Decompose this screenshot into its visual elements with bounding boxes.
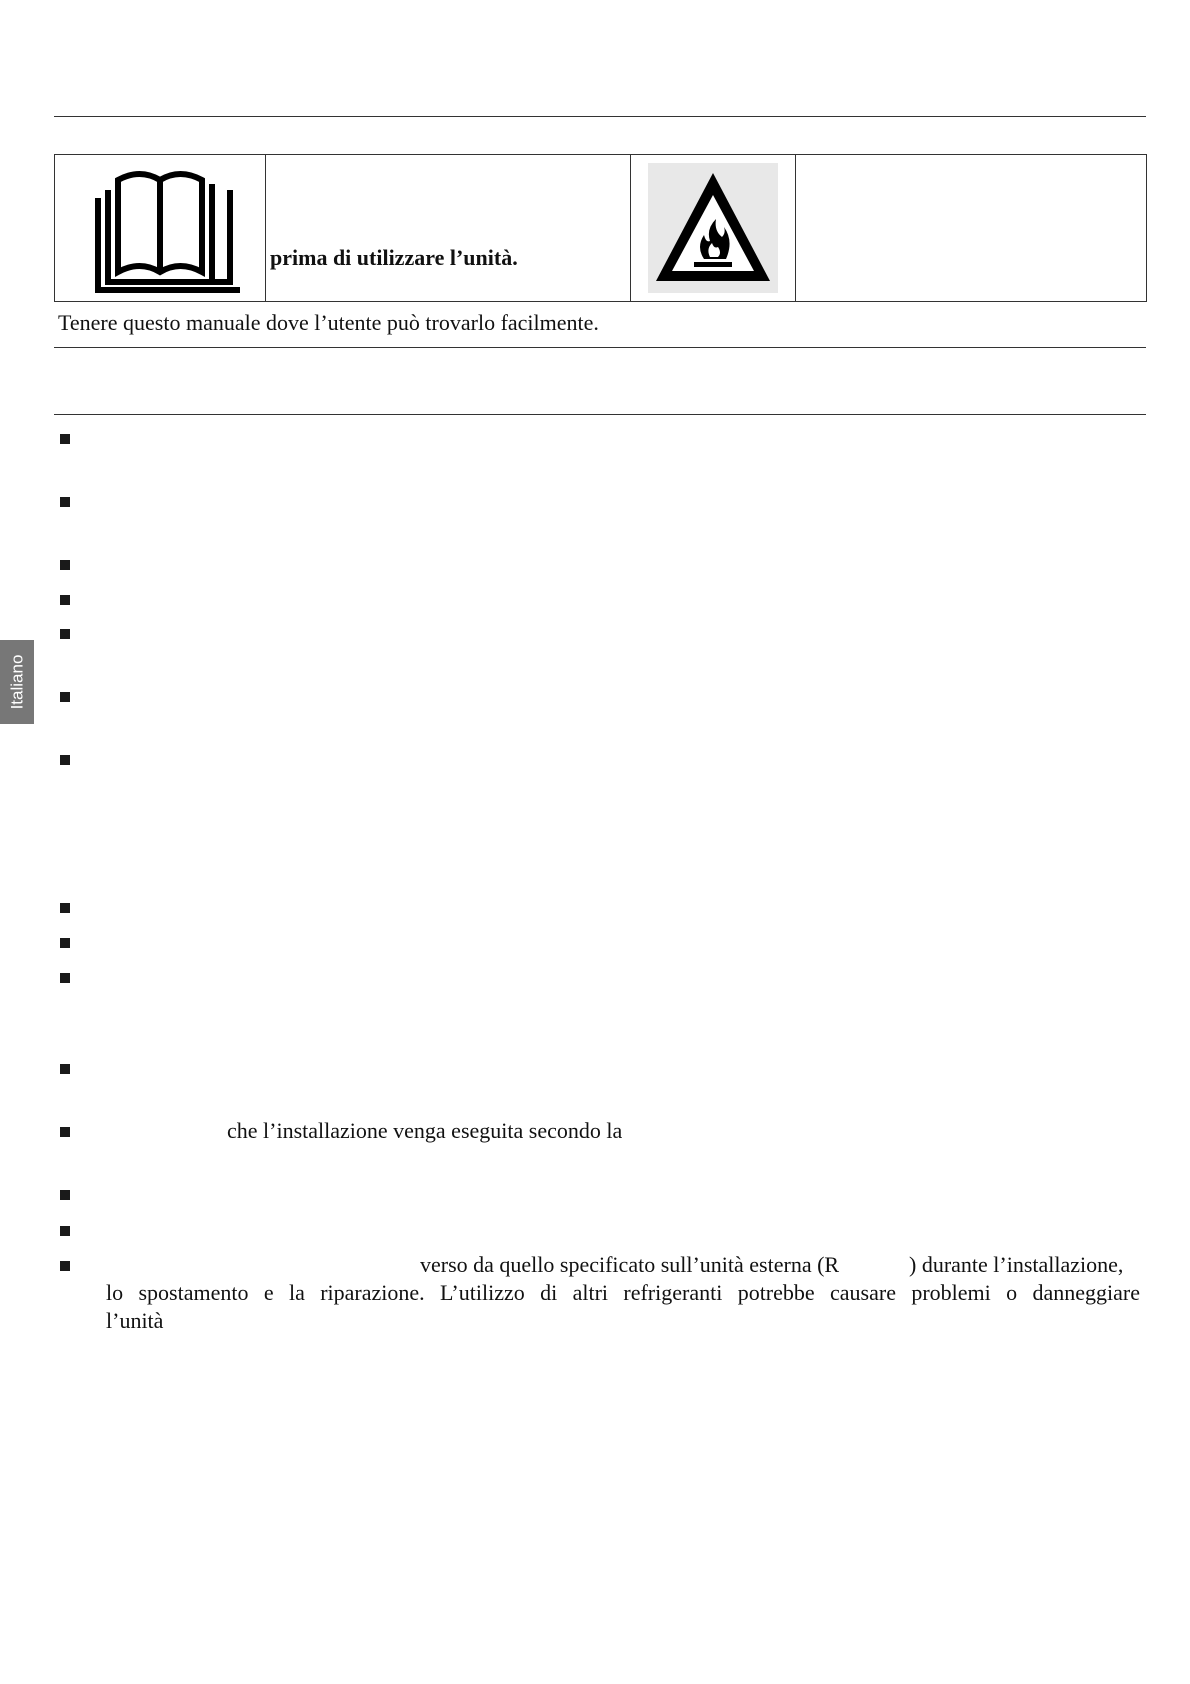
bullet-icon bbox=[60, 1064, 70, 1074]
bullet-icon bbox=[60, 973, 70, 983]
bullet-icon bbox=[60, 1190, 70, 1200]
bullet-icon bbox=[60, 1261, 70, 1271]
refrigerant-line-3: l’unità bbox=[106, 1308, 164, 1333]
open-book-manual-icon bbox=[80, 160, 240, 296]
bullet-icon bbox=[60, 595, 70, 605]
read-manual-cell bbox=[266, 155, 631, 302]
manual-icon-cell bbox=[55, 155, 266, 302]
bullet-icon bbox=[60, 1226, 70, 1236]
bullet-icon bbox=[60, 629, 70, 639]
bullet-icon bbox=[60, 560, 70, 570]
bullet-icon bbox=[60, 692, 70, 702]
section-divider bbox=[54, 414, 1146, 415]
bullet-icon bbox=[60, 497, 70, 507]
bullet-icon bbox=[60, 938, 70, 948]
warning-table bbox=[54, 154, 1147, 302]
bullet-icon bbox=[60, 903, 70, 913]
warning-icon-cell bbox=[631, 155, 796, 302]
bullet-icon bbox=[60, 434, 70, 444]
refrigerant-line-1a: verso da quello specificato sull’unità esterna (R bbox=[420, 1252, 840, 1277]
refrigerant-line-2: lo spostamento e la riparazione. L’utilizzo di altri refrigeranti potrebbe causare problemi o danneggiare bbox=[106, 1280, 1140, 1305]
read-manual-text: prima di utilizzare l’unità. bbox=[270, 245, 518, 270]
keep-manual-text: Tenere questo manuale dove l’utente può trovarlo facilmente. bbox=[58, 310, 599, 335]
flammable-warning-triangle-icon bbox=[648, 163, 778, 293]
keep-manual-divider bbox=[54, 347, 1146, 348]
bullet-icon bbox=[60, 1127, 70, 1137]
bullet-icon bbox=[60, 755, 70, 765]
refrigerant-line-1b: ) durante l’installazione, bbox=[909, 1252, 1124, 1277]
language-side-tab bbox=[0, 640, 34, 724]
empty-cell bbox=[796, 155, 1147, 302]
language-side-tab-label: Italiano bbox=[7, 654, 27, 710]
top-divider bbox=[54, 116, 1146, 117]
installation-fragment: che l’installazione venga eseguita secondo la bbox=[227, 1118, 623, 1143]
